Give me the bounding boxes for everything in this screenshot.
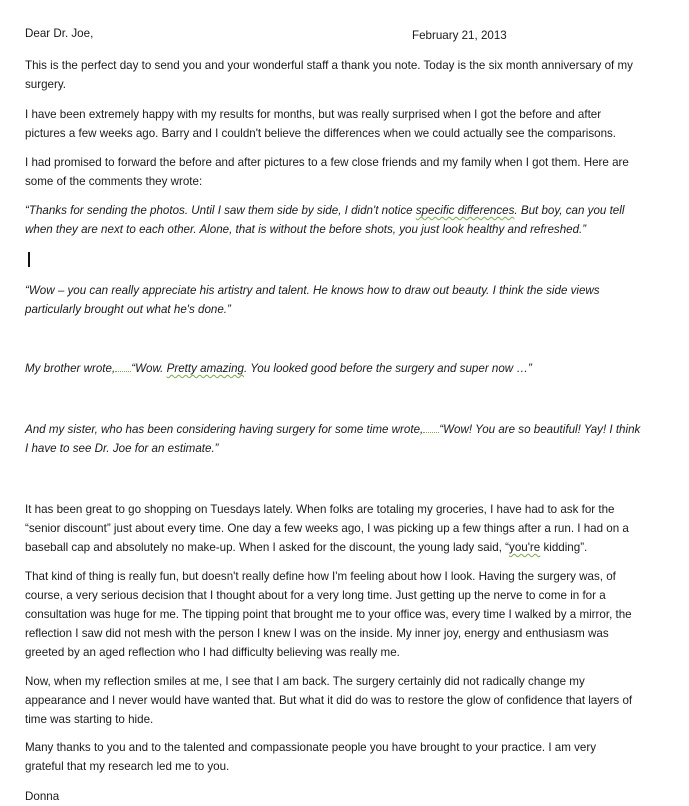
text-line: “Wow – you can really appreciate his artistry and talent. He knows how to draw out beauty. I think the side views — [25, 284, 600, 297]
grammar-flag: you're — [509, 541, 541, 554]
text-line: baseball cap and absolutely no make-up. When I asked for the discount, the young lady said, “you're kidding”. — [25, 541, 588, 554]
text-line: grateful that my research led me to you. — [25, 760, 230, 773]
paragraph-reflection — [25, 672, 670, 729]
quote-friend-2 — [25, 281, 670, 319]
letter-date: February 21, 2013 — [412, 29, 507, 42]
text-line: I have been extremely happy with my results for months, but was really surprised when I got the before and after — [25, 108, 602, 121]
text-line: Many thanks to you and to the talented and compassionate people you have brought to your practice. I am very — [25, 741, 597, 754]
text-line: particularly brought out what he's done.” — [25, 303, 231, 316]
text-line: This is the perfect day to send you and your wonderful staff a thank you note. Today is the six month anniversary of my — [25, 59, 633, 72]
text-line: pictures a few weeks ago. Barry and I couldn't believe the differences when we could actually see the comparisons. — [25, 127, 617, 140]
quote-sister — [25, 420, 670, 458]
text-line: I have to see Dr. Joe for an estimate.” — [25, 442, 219, 455]
text-line: It has been great to go shopping on Tuesdays lately. When folks are totaling my groceries, I have had to ask for the — [25, 503, 615, 516]
text-line: reflection I saw did not mesh with the person I knew I was on the inside. My inner joy, energy and enthusiasm was — [25, 627, 609, 640]
text-line: when they are next to each other. Alone, that is without the before shots, you just look healthy and refreshed.” — [25, 223, 587, 236]
salutation: Dear Dr. Joe, — [25, 27, 94, 40]
text-line: I had promised to forward the before and after pictures to a few close friends and my family when I got them. Here are — [25, 156, 629, 169]
text-line: Now, when my reflection smiles at me, I see that I am back. The surgery certainly did not radically change my — [25, 675, 585, 688]
quote-friend-1 — [25, 201, 670, 239]
text-line: time was starting to hide. — [25, 713, 154, 726]
paragraph-results — [25, 105, 670, 143]
grammar-mark — [423, 424, 439, 433]
text-line: surgery. — [25, 78, 67, 91]
text-line: And my sister, who has been considering having surgery for some time wrote, “Wow! You are so beautiful! Yay! I think — [25, 423, 641, 436]
paragraph-thanks — [25, 738, 670, 776]
grammar-flag: Pretty amazing — [166, 362, 244, 375]
quote-brother — [25, 359, 670, 378]
text-line: “Thanks for sending the photos. Until I saw them side by side, I didn't notice specific differences. But boy, can you tell — [25, 204, 625, 217]
grammar-mark — [115, 363, 131, 372]
text-line: appearance and I never would have wanted that. But what it did do was to restore the glow of confidence that layers of — [25, 694, 633, 707]
paragraph-decision — [25, 567, 670, 662]
text-line: some of the comments they wrote: — [25, 175, 203, 188]
signature: Donna — [25, 790, 60, 803]
text-line: greeted by an aged reflection who I had difficulty believing was really me. — [25, 646, 400, 659]
text-cursor — [28, 252, 30, 267]
text-line: “senior discount” just about every time. One day a few weeks ago, I was picking up a few things after a run. I had on a — [25, 522, 629, 535]
text-line: consultation was huge for me. The tipping point that brought me to your office was, every time I walked by a mirror, the — [25, 608, 632, 621]
text-line: My brother wrote, “Wow. Pretty amazing. You looked good before the surgery and super now …” — [25, 362, 532, 375]
paragraph-shopping — [25, 500, 670, 557]
paragraph-opening — [25, 56, 670, 94]
paragraph-comments-intro — [25, 153, 670, 191]
grammar-flag: specific differences — [415, 204, 515, 217]
text-line: That kind of thing is really fun, but doesn't really define how I'm feeling about how I look. Having the surgery was, of — [25, 570, 616, 583]
text-line: course, a very serious decision that I thought about for a very long time. Just getting up the nerve to come in for a — [25, 589, 606, 602]
